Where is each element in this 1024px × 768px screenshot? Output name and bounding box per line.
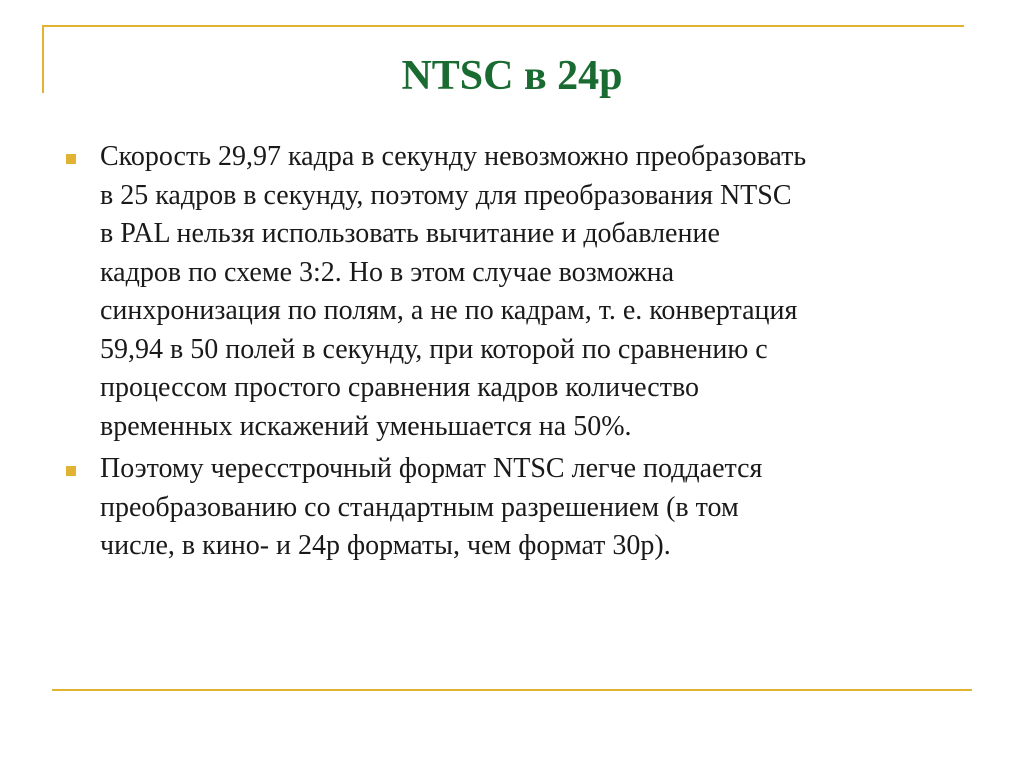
frame-bottom-line — [52, 689, 972, 691]
bullet-text: Скорость 29,97 кадра в секунду невозможно преобразовать в 25 кадров в секунду, поэтому для преобразования NTSC в PAL нельзя использовать вычитание и добавление кадров по схеме 3:2. Но в этом случае возможна синхронизация по полям, а не по кадрам, т. е. конвертация 59,94 в 50 полей в секунду, при которой по сравнению с процессом простого сравнения кадров количество временных искажений уменьшается на 50%. — [100, 141, 807, 442]
square-bullet-icon — [66, 466, 76, 476]
frame-top-line — [42, 25, 964, 27]
bullet-item — [62, 138, 982, 446]
bullet-text: Поэтому чересстрочный формат NTSC легче поддается преобразованию со стандартным разрешением (в том числе, в кино- и 24p форматы, чем формат 30p). — [100, 453, 763, 561]
bullet-item — [62, 450, 982, 566]
slide-title: NTSC в 24p — [401, 53, 623, 99]
bullet-list — [62, 138, 982, 570]
square-bullet-icon — [66, 154, 76, 164]
